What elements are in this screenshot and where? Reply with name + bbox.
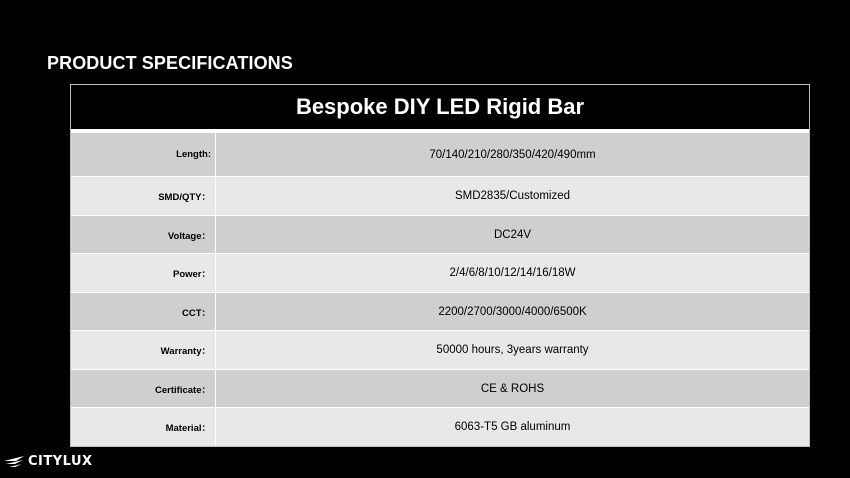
spec-label: Material： — [71, 408, 216, 446]
spec-label: CCT： — [71, 293, 216, 330]
spec-value: SMD2835/Customized — [454, 190, 571, 202]
spec-label: Warranty： — [71, 331, 216, 369]
table-row-smd-qty — [71, 176, 809, 215]
table-row-warranty — [71, 330, 809, 369]
table-row-power — [71, 253, 809, 292]
spec-value: 2200/2700/3000/4000/6500K — [438, 305, 587, 318]
spec-label: Length: — [71, 133, 216, 176]
citylux-wing-logo-icon — [4, 452, 26, 470]
table-row-voltage — [71, 215, 809, 253]
table-title: Bespoke DIY LED Rigid Bar — [71, 85, 809, 132]
spec-label: Certificate： — [71, 370, 216, 407]
logo-text: CITYLUX — [28, 453, 93, 469]
page-heading: PRODUCT SPECIFICATIONS — [47, 53, 293, 73]
spec-label: Power： — [71, 254, 216, 292]
table-row-cct — [71, 292, 809, 330]
spec-value: CE & ROHS — [480, 382, 545, 395]
spec-label: SMD/QTY： — [71, 177, 216, 215]
table-row-length — [71, 132, 809, 176]
spec-value: 70/140/210/280/350/420/490mm — [429, 148, 596, 161]
spec-value: 2/4/6/8/10/12/14/16/18W — [449, 267, 576, 279]
spec-value: 50000 hours, 3years warranty — [436, 344, 589, 356]
spec-label: Voltage： — [71, 216, 216, 253]
spec-value: 6063-T5 GB aluminum — [454, 421, 571, 433]
table-row-certificate — [71, 369, 809, 407]
citylux-logo — [4, 452, 93, 470]
spec-table — [70, 84, 810, 447]
table-row-material — [71, 407, 809, 446]
spec-value: DC24V — [493, 228, 532, 241]
